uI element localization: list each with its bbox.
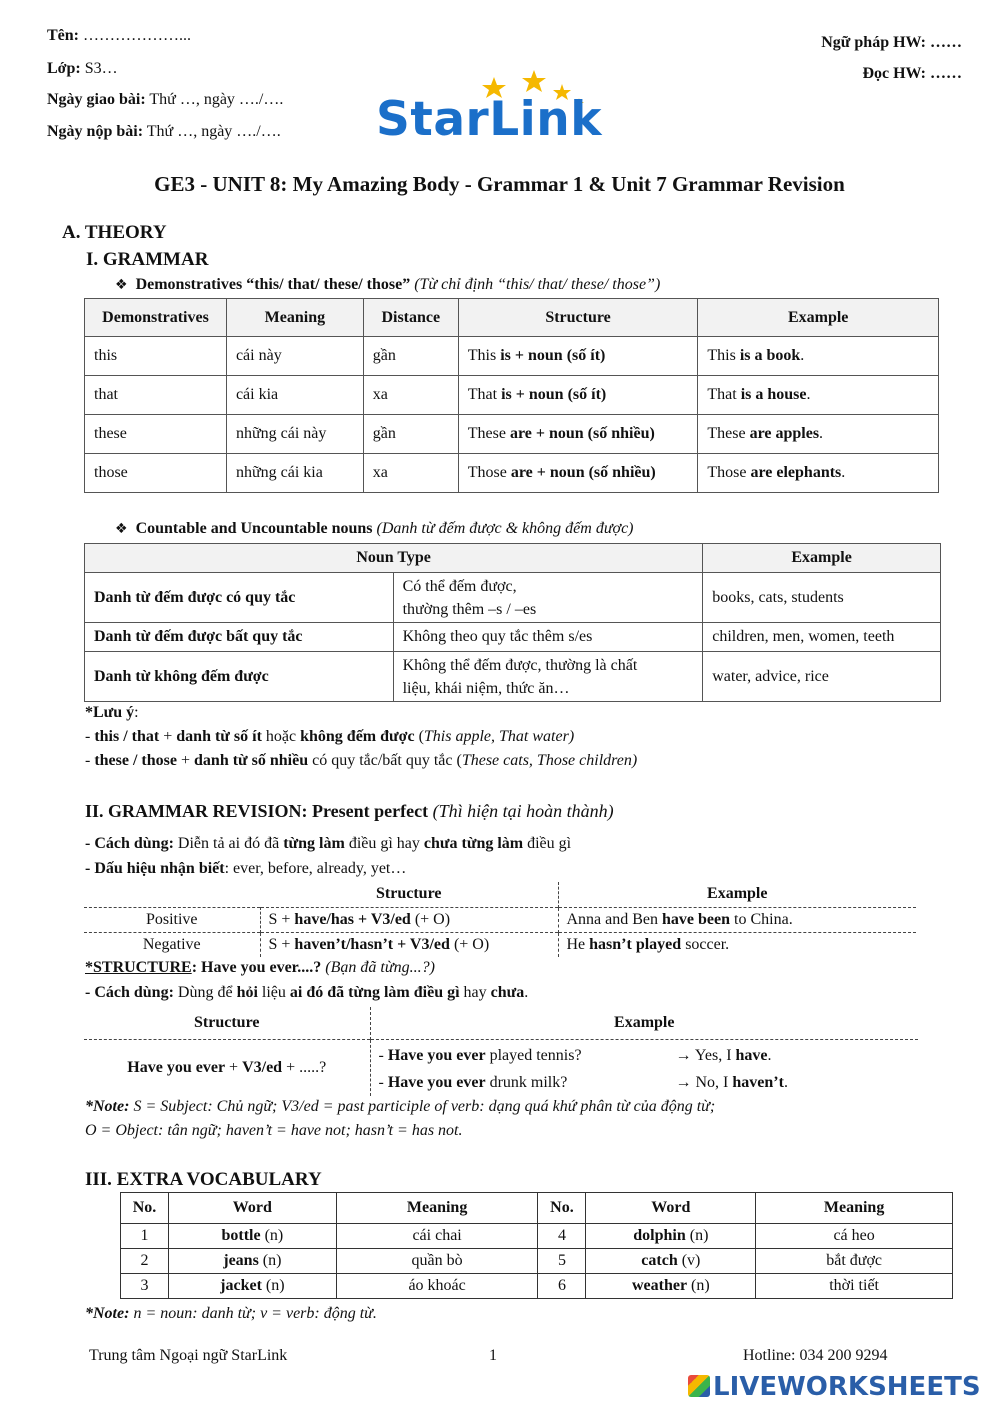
note-label: *Note: bbox=[85, 1305, 130, 1322]
cell-word bbox=[168, 1274, 336, 1299]
word: catch bbox=[641, 1252, 678, 1269]
col-header: Distance bbox=[363, 299, 458, 337]
note-bold: không đếm được bbox=[300, 728, 415, 745]
note-text: + bbox=[159, 728, 177, 745]
cell-number: 6 bbox=[538, 1274, 586, 1299]
class-value: S3… bbox=[80, 60, 118, 77]
usage-bold: hỏi bbox=[236, 984, 258, 1001]
example-text: - bbox=[378, 1073, 388, 1091]
example-end: . bbox=[806, 386, 811, 403]
usage-text: Diễn tả ai đó đã bbox=[173, 835, 284, 852]
cell-meaning: quần bò bbox=[336, 1249, 538, 1274]
answer-text: → Yes, I bbox=[675, 1046, 736, 1064]
nouns-heading-italic: (Danh từ đếm được & không đếm được) bbox=[372, 520, 634, 537]
structure-pattern: is + noun (số ít) bbox=[501, 386, 607, 403]
part-of-speech: (n) bbox=[685, 1227, 709, 1244]
class-field bbox=[47, 60, 118, 78]
cell-example bbox=[698, 376, 939, 415]
cell-description bbox=[393, 573, 703, 623]
usage-bold: chưa từng làm bbox=[423, 835, 524, 852]
structure-pattern: are + noun (số nhiều) bbox=[510, 464, 656, 481]
usage-text: điều gì hay bbox=[344, 835, 424, 852]
cell-structure bbox=[458, 415, 698, 454]
table-row bbox=[121, 1249, 953, 1274]
nouns-heading bbox=[115, 520, 634, 538]
reading-hw: Đọc HW: …… bbox=[862, 65, 962, 82]
cell-noun-type: Danh từ đếm được có quy tắc bbox=[85, 573, 394, 623]
note-line-1 bbox=[85, 728, 574, 746]
cell-meaning: cái này bbox=[226, 337, 363, 376]
example-end: . bbox=[819, 425, 824, 442]
table-header-row bbox=[121, 1193, 953, 1224]
example-subject: This bbox=[707, 347, 740, 364]
col-header: No. bbox=[538, 1193, 586, 1224]
example-text: played tennis? bbox=[485, 1046, 582, 1064]
example-text: soccer. bbox=[681, 935, 730, 953]
watermark-text: LIVEWORKSHEETS bbox=[713, 1372, 981, 1402]
col-header: Meaning bbox=[226, 299, 363, 337]
section-grammar: I. GRAMMAR bbox=[86, 249, 209, 270]
assign-date-field bbox=[47, 91, 283, 109]
structure-subject: That bbox=[467, 386, 502, 403]
col-header: Structure bbox=[84, 1007, 370, 1039]
note-italic: This apple, That water) bbox=[423, 728, 575, 745]
col-header: Example bbox=[614, 1013, 675, 1031]
question-structure-label: *STRUCTURE bbox=[85, 959, 192, 976]
table-row bbox=[84, 1039, 918, 1096]
note-colon: : bbox=[134, 704, 139, 721]
structure-bold: V3/ed bbox=[242, 1058, 283, 1076]
present-perfect-table bbox=[84, 882, 916, 957]
signs-value: : ever, before, already, yet… bbox=[224, 860, 407, 877]
submit-date-label: Ngày nộp bài: bbox=[47, 123, 144, 140]
revision-signs bbox=[85, 860, 406, 878]
structure-text: (+ O) bbox=[410, 910, 451, 928]
part-of-speech: (n) bbox=[261, 1277, 285, 1294]
vocab-note bbox=[85, 1305, 377, 1323]
table-row bbox=[121, 1274, 953, 1299]
part-of-speech: (v) bbox=[677, 1252, 701, 1269]
structure-text: + .....? bbox=[282, 1058, 327, 1076]
signs-label: - Dấu hiệu nhận biết bbox=[85, 860, 225, 877]
cell-meaning: những cái này bbox=[226, 415, 363, 454]
structure-pattern: is + noun (số ít) bbox=[500, 347, 606, 364]
example-text: - bbox=[378, 1046, 388, 1064]
cell-structure bbox=[458, 337, 698, 376]
cell-distance: gần bbox=[363, 337, 458, 376]
table-row bbox=[85, 623, 941, 652]
cell-word: these bbox=[85, 415, 227, 454]
cell-word bbox=[586, 1274, 756, 1299]
cell-description: Không theo quy tắc thêm s/es bbox=[393, 623, 703, 652]
grammar-hw: Ngữ pháp HW: …… bbox=[821, 34, 962, 51]
question-structure-heading bbox=[85, 959, 435, 977]
example-bold: have been bbox=[662, 910, 731, 928]
cell-label: Positive bbox=[84, 907, 260, 932]
cell-example: books, cats, students bbox=[703, 573, 941, 623]
submit-date-field bbox=[47, 123, 281, 141]
note-text: n = noun: danh từ; v = verb: động từ. bbox=[129, 1305, 377, 1322]
note-text: ( bbox=[414, 728, 424, 745]
cell-distance: xa bbox=[363, 454, 458, 493]
col-header: Structure bbox=[260, 882, 558, 907]
table-row bbox=[85, 376, 939, 415]
example-bold: Have you ever bbox=[387, 1073, 486, 1091]
answer bbox=[676, 1042, 772, 1069]
vocab-table bbox=[120, 1192, 953, 1299]
cell-distance: gần bbox=[363, 415, 458, 454]
cell-meaning: cái kia bbox=[226, 376, 363, 415]
table-row bbox=[121, 1224, 953, 1249]
demonstratives-heading-bold: Demonstratives “this/ that/ these/ those” bbox=[135, 276, 411, 293]
example-bold: is a book bbox=[739, 347, 801, 364]
usage-text: hay bbox=[459, 984, 491, 1001]
usage-text: Dùng để bbox=[173, 984, 237, 1001]
note-line-object: O = Object: tân ngữ; haven’t = have not; hasn’t = has not. bbox=[85, 1122, 463, 1139]
cell-meaning: cá heo bbox=[756, 1224, 953, 1249]
part-of-speech: (n) bbox=[260, 1227, 284, 1244]
note-text: + bbox=[176, 752, 195, 769]
revision-usage bbox=[85, 835, 571, 853]
description-line: thường thêm –s / –es bbox=[402, 600, 537, 618]
structure-bold: have/has + V3/ed bbox=[294, 910, 411, 928]
cell-example bbox=[698, 454, 939, 493]
cell-meaning: bắt được bbox=[756, 1249, 953, 1274]
structure-bold: haven’t/hasn’t + V3/ed bbox=[294, 935, 450, 953]
example-bold: are apples bbox=[749, 425, 820, 442]
note-label: *Note: bbox=[85, 1098, 130, 1115]
cell-example bbox=[558, 907, 916, 932]
example-bold: hasn’t played bbox=[589, 935, 682, 953]
question-structure-italic: (Bạn đã từng...?) bbox=[321, 959, 435, 976]
logo-text: StarLink bbox=[376, 92, 602, 147]
col-header: Word bbox=[168, 1193, 336, 1224]
example-text: Anna and Ben bbox=[566, 910, 663, 928]
name-label: Tên: bbox=[47, 27, 79, 44]
section-theory: A. THEORY bbox=[62, 222, 167, 243]
cell-noun-type: Danh từ đếm được bất quy tắc bbox=[85, 623, 394, 652]
diamond-bullet-icon: ❖ bbox=[115, 521, 128, 537]
col-header: Example bbox=[707, 885, 768, 903]
structure-text: S + bbox=[268, 935, 295, 953]
answer-text: . bbox=[783, 1073, 788, 1091]
cell-word: this bbox=[85, 337, 227, 376]
demonstratives-table bbox=[84, 298, 939, 493]
usage-bold: chưa bbox=[490, 984, 525, 1001]
structure-bold: Have you ever bbox=[127, 1058, 226, 1076]
table-row bbox=[85, 454, 939, 493]
cell-number: 3 bbox=[121, 1274, 169, 1299]
note-line-2 bbox=[85, 752, 637, 770]
nouns-heading-bold: Countable and Uncountable nouns bbox=[135, 520, 373, 537]
note-bold: danh từ số nhiều bbox=[194, 752, 309, 769]
col-header: Example bbox=[698, 299, 939, 337]
revision-heading-italic: (Thì hiện tại hoàn thành) bbox=[428, 801, 614, 821]
col-header: Structure bbox=[458, 299, 698, 337]
word: dolphin bbox=[633, 1227, 686, 1244]
have-you-ever-table bbox=[84, 1007, 918, 1096]
cell-structure bbox=[458, 376, 698, 415]
usage-label: - Cách dùng: bbox=[85, 984, 174, 1001]
col-header: Noun Type bbox=[85, 544, 703, 573]
part-of-speech: (n) bbox=[258, 1252, 282, 1269]
usage-bold: ai đó đã từng làm điều gì bbox=[289, 984, 460, 1001]
cell-word: those bbox=[85, 454, 227, 493]
col-header: Meaning bbox=[756, 1193, 953, 1224]
table-row bbox=[85, 573, 941, 623]
example-subject: Those bbox=[707, 464, 751, 481]
note-bold: this / that bbox=[94, 728, 160, 745]
word: weather bbox=[631, 1277, 688, 1294]
answer-text: . bbox=[767, 1046, 772, 1064]
answer-bold: have bbox=[735, 1046, 768, 1064]
cell-word: that bbox=[85, 376, 227, 415]
note-text: - bbox=[85, 728, 95, 745]
page-title: GE3 - UNIT 8: My Amazing Body - Grammar 1 & Unit 7 Grammar Revision bbox=[154, 172, 845, 196]
structure-subject: Those bbox=[467, 464, 511, 481]
structure-pattern: are + noun (số nhiều) bbox=[509, 425, 655, 442]
usage-text: . bbox=[524, 984, 529, 1001]
cell-example bbox=[698, 415, 939, 454]
answer-bold: haven’t bbox=[732, 1073, 784, 1091]
example-text: to China. bbox=[730, 910, 793, 928]
class-label: Lớp: bbox=[47, 60, 81, 77]
cell-meaning: cái chai bbox=[336, 1224, 538, 1249]
note-line-subject bbox=[85, 1098, 715, 1116]
table-row bbox=[85, 337, 939, 376]
example-subject: That bbox=[707, 386, 741, 403]
table-row bbox=[84, 907, 916, 932]
name-field bbox=[47, 27, 191, 45]
vocab-heading: III. EXTRA VOCABULARY bbox=[85, 1169, 322, 1190]
note-label-text: *Lưu ý bbox=[85, 704, 135, 721]
page-number: 1 bbox=[489, 1347, 497, 1364]
structure-subject: These bbox=[467, 425, 510, 442]
cell-distance: xa bbox=[363, 376, 458, 415]
diamond-bullet-icon: ❖ bbox=[115, 277, 128, 293]
description-line: Có thể đếm được, bbox=[402, 577, 517, 595]
assign-date-label: Ngày giao bài: bbox=[47, 91, 146, 108]
submit-date-value: Thứ …, ngày …./…. bbox=[143, 123, 281, 140]
cell-number: 2 bbox=[121, 1249, 169, 1274]
word: jacket bbox=[220, 1277, 262, 1294]
note-text: S = Subject: Chủ ngữ; V3/ed = past participle of verb: dạng quá khứ phân từ của động từ; bbox=[129, 1098, 716, 1115]
cell-meaning: áo khoác bbox=[336, 1274, 538, 1299]
example-bold: is a house bbox=[740, 386, 807, 403]
usage-bold: từng làm bbox=[283, 835, 345, 852]
assign-date-value: Thứ …, ngày …./…. bbox=[145, 91, 284, 108]
liveworksheets-logo-icon bbox=[688, 1375, 710, 1397]
cell-examples bbox=[370, 1039, 918, 1096]
example-end: . bbox=[800, 347, 805, 364]
cell-structure bbox=[260, 907, 558, 932]
cell-structure bbox=[84, 1039, 370, 1096]
demonstratives-heading-italic: (Từ chỉ định “this/ that/ these/ those”) bbox=[410, 276, 661, 293]
note-text: hoặc bbox=[261, 728, 301, 745]
cell-word bbox=[586, 1224, 756, 1249]
description-line: liệu, khái niệm, thức ăn… bbox=[402, 679, 570, 697]
structure-text: S + bbox=[268, 910, 295, 928]
example-text: He bbox=[566, 935, 590, 953]
cell-label: Negative bbox=[84, 932, 260, 957]
usage-text: điều gì bbox=[523, 835, 572, 852]
example-end: . bbox=[841, 464, 846, 481]
starlink-logo bbox=[376, 70, 626, 150]
example-text: drunk milk? bbox=[485, 1073, 568, 1091]
note-bold: these / those bbox=[94, 752, 177, 769]
cell-example bbox=[558, 932, 916, 957]
cell-meaning: thời tiết bbox=[756, 1274, 953, 1299]
word: bottle bbox=[221, 1227, 261, 1244]
example-bold: Have you ever bbox=[387, 1046, 486, 1064]
col-header: Demonstratives bbox=[85, 299, 227, 337]
answer bbox=[676, 1069, 788, 1096]
cell-structure bbox=[458, 454, 698, 493]
example-line bbox=[379, 1069, 911, 1096]
note-label bbox=[85, 704, 139, 722]
usage-text: liệu bbox=[257, 984, 290, 1001]
liveworksheets-watermark bbox=[688, 1372, 981, 1402]
example-subject: These bbox=[707, 425, 750, 442]
cell-example: water, advice, rice bbox=[703, 652, 941, 702]
question-usage bbox=[85, 984, 528, 1002]
demonstratives-heading bbox=[115, 276, 660, 294]
nouns-table bbox=[84, 543, 941, 702]
table-row bbox=[84, 932, 916, 957]
cell-example: children, men, women, teeth bbox=[703, 623, 941, 652]
cell-word bbox=[168, 1224, 336, 1249]
name-value: ………………... bbox=[79, 27, 191, 44]
example-line bbox=[379, 1042, 911, 1069]
cell-number: 4 bbox=[538, 1224, 586, 1249]
revision-heading bbox=[85, 801, 614, 822]
col-header: Example bbox=[703, 544, 941, 573]
footer-hotline: Hotline: 034 200 9294 bbox=[743, 1347, 888, 1364]
note-italic: These cats, Those children) bbox=[461, 752, 638, 769]
note-text: - bbox=[85, 752, 95, 769]
table-header-row bbox=[85, 544, 941, 573]
col-header-empty bbox=[84, 882, 260, 907]
cell-number: 5 bbox=[538, 1249, 586, 1274]
table-header-row bbox=[84, 882, 916, 907]
col-header: Word bbox=[586, 1193, 756, 1224]
structure-text: (+ O) bbox=[449, 935, 490, 953]
question-structure-bold: : Have you ever....? bbox=[191, 959, 322, 976]
table-header-row bbox=[84, 1007, 918, 1039]
cell-number: 1 bbox=[121, 1224, 169, 1249]
cell-meaning: những cái kia bbox=[226, 454, 363, 493]
part-of-speech: (n) bbox=[687, 1277, 710, 1294]
footer-center-name: Trung tâm Ngoại ngữ StarLink bbox=[89, 1347, 288, 1364]
word: jeans bbox=[223, 1252, 259, 1269]
example-bold: are elephants bbox=[750, 464, 842, 481]
answer-text: → No, I bbox=[675, 1073, 733, 1091]
cell-word bbox=[168, 1249, 336, 1274]
cell-description bbox=[393, 652, 703, 702]
structure-text: + bbox=[225, 1058, 243, 1076]
cell-example bbox=[698, 337, 939, 376]
note-text: có quy tắc/bất quy tắc ( bbox=[308, 752, 462, 769]
note-bold: danh từ số ít bbox=[176, 728, 262, 745]
cell-word bbox=[586, 1249, 756, 1274]
cell-noun-type: Danh từ không đếm được bbox=[85, 652, 394, 702]
table-row bbox=[85, 652, 941, 702]
col-header: Meaning bbox=[336, 1193, 538, 1224]
structure-subject: This bbox=[467, 347, 501, 364]
description-line: Không thể đếm được, thường là chất bbox=[402, 656, 638, 674]
cell-structure bbox=[260, 932, 558, 957]
table-row bbox=[85, 415, 939, 454]
table-header-row bbox=[85, 299, 939, 337]
usage-label: - Cách dùng: bbox=[85, 835, 174, 852]
revision-heading-bold: II. GRAMMAR REVISION: Present perfect bbox=[85, 801, 429, 821]
col-header: No. bbox=[121, 1193, 169, 1224]
